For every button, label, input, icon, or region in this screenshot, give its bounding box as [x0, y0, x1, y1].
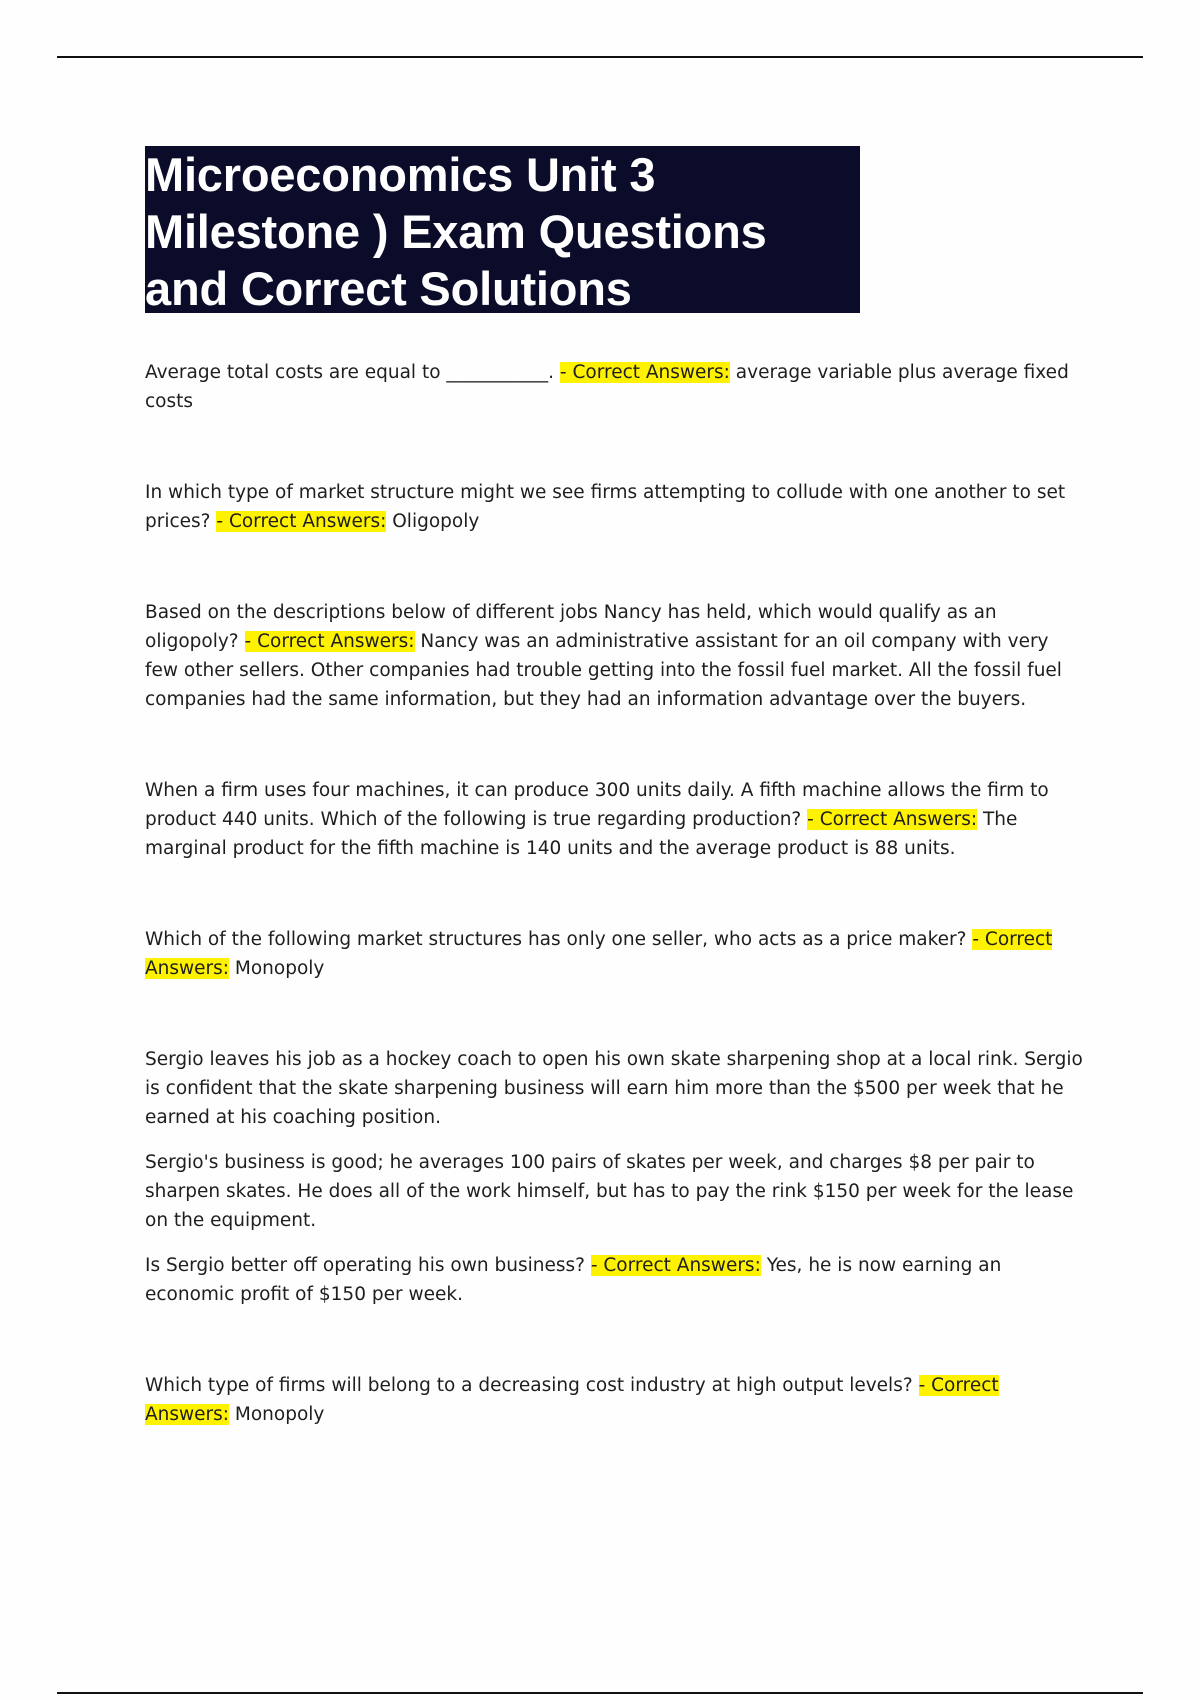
question-list — [145, 358, 1085, 1445]
correct-answers-label: - Correct Answers: — [145, 929, 1053, 979]
title-banner — [145, 146, 860, 313]
title-line-3: and Correct Solutions — [145, 262, 632, 315]
answer-text: Yes, he is now earning an economic profit of $150 per week. — [145, 1255, 1002, 1305]
correct-answers-label: - Correct Answers: — [216, 511, 387, 532]
question-text: Is Sergio better off operating his own business? — [145, 1255, 585, 1276]
answer-text: Nancy was an administrative assistant for an oil company with very few other sellers. Other companies had trouble getting into the fossil fuel market. All the fossil fuel companies had the same information, but they had an information advantage over the buyers. — [145, 631, 1062, 710]
answer-text: average variable plus average fixed costs — [145, 362, 1069, 412]
scenario-paragraph-1: Sergio leaves his job as a hockey coach to open his own skate sharpening shop at a local rink. Sergio is confident that the skate sharpening business will earn him more than the $500 per week that he earned at his coaching position. — [145, 1049, 1083, 1128]
answer-text: The marginal product for the fifth machine is 140 units and the average product is 88 units. — [145, 809, 1018, 859]
qa-item-4 — [145, 776, 1085, 863]
question-text: When a firm uses four machines, it can produce 300 units daily. A fifth machine allows the firm to product 440 units. Which of the following is true regarding production? — [145, 780, 1049, 830]
answer-text: Monopoly — [234, 1404, 325, 1425]
correct-answers-label: - Correct Answers: — [807, 809, 978, 830]
question-text: Which of the following market structures has only one seller, who acts as a price maker? — [145, 929, 967, 950]
qa-item-1 — [145, 358, 1085, 416]
title-line-2: Milestone ) Exam Questions — [145, 205, 767, 258]
answer-text: Oligopoly — [392, 511, 480, 532]
question-text: In which type of market structure might we see firms attempting to collude with one another to set prices? — [145, 482, 1066, 532]
question-text: Which type of firms will belong to a decreasing cost industry at high output levels? — [145, 1375, 913, 1396]
header-rule — [57, 56, 1143, 58]
question-text: Average total costs are equal to ___________. — [145, 362, 555, 383]
qa-item-3 — [145, 598, 1085, 714]
qa-item-5 — [145, 925, 1085, 983]
qa-item-2 — [145, 478, 1085, 536]
correct-answers-label: - Correct Answers: — [244, 631, 415, 652]
qa-item-7 — [145, 1371, 1085, 1429]
correct-answers-label: - Correct Answers: — [559, 362, 730, 383]
correct-answers-label: - Correct Answers: — [590, 1255, 761, 1276]
footer-rule — [57, 1692, 1143, 1694]
correct-answers-label: - Correct Answers: — [145, 1375, 999, 1425]
question-text: Based on the descriptions below of different jobs Nancy has held, which would qualify as an oligopoly? — [145, 602, 997, 652]
title-line-1: Microeconomics Unit 3 — [145, 148, 656, 201]
answer-text: Monopoly — [234, 958, 325, 979]
scenario-paragraph-2: Sergio's business is good; he averages 100 pairs of skates per week, and charges $8 per pair to sharpen skates. He does all of the work himself, but has to pay the rink $150 per week for the lease on the equipment. — [145, 1152, 1074, 1231]
qa-item-6 — [145, 1045, 1085, 1309]
